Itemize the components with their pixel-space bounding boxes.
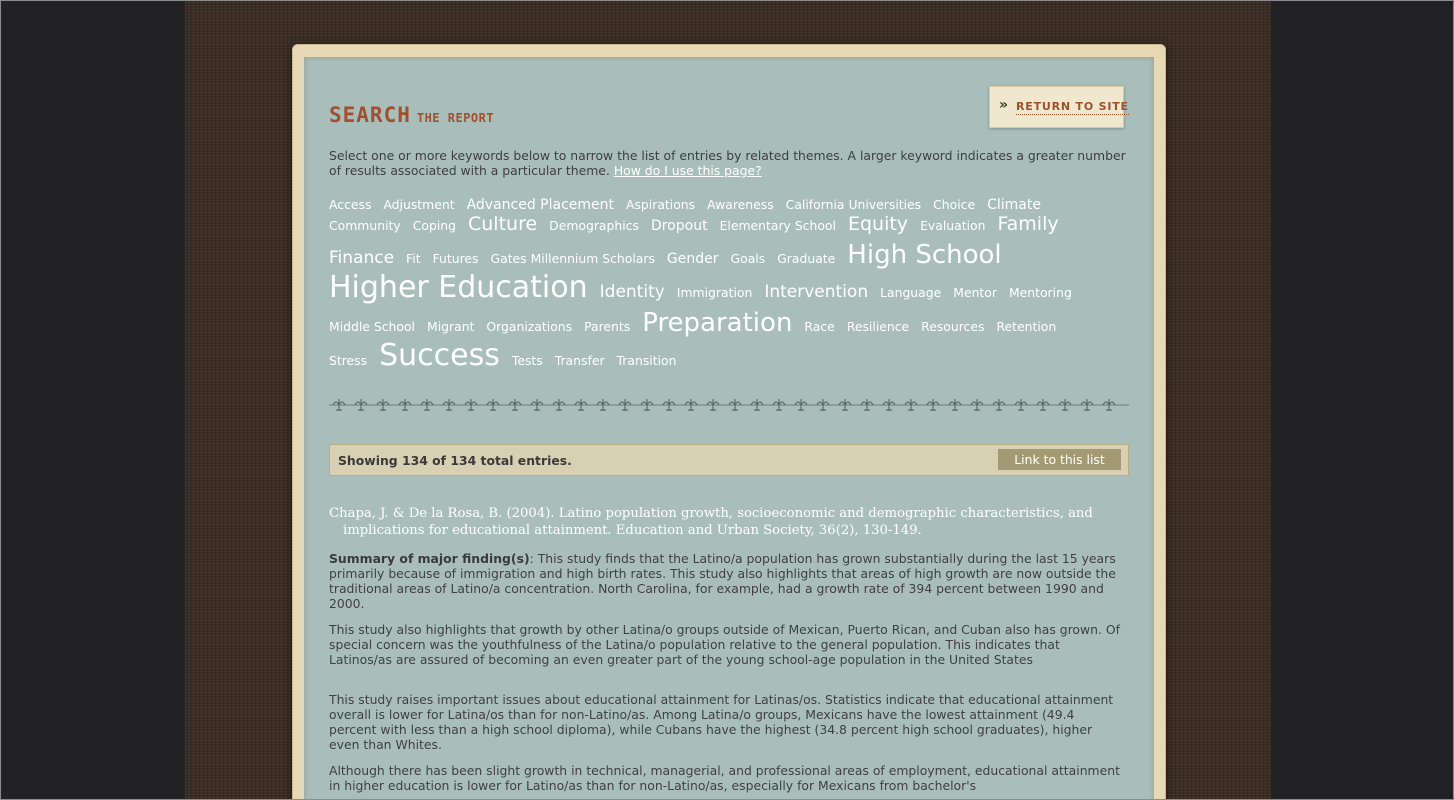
entry-citation: Chapa, J. & De la Rosa, B. (2004). Latino population growth, socioeconomic and demographic characteristics, and implications for educational attainment. Education and Urban Society, 36(2), 130-149.: [329, 506, 1093, 538]
keyword-mentor[interactable]: Mentor: [953, 285, 997, 300]
keyword-aspirations[interactable]: Aspirations: [626, 197, 696, 212]
keyword-retention[interactable]: Retention: [996, 319, 1057, 334]
intro-description: Select one or more keywords below to narrow the list of entries by related themes. A larger keyword indicates a greater number of results associated with a particular theme.: [329, 148, 1126, 178]
keyword-climate[interactable]: Climate: [987, 197, 1041, 213]
keyword-california-universities[interactable]: California Universities: [785, 197, 922, 212]
keyword-resilience[interactable]: Resilience: [846, 319, 910, 334]
keyword-dropout[interactable]: Dropout: [650, 218, 708, 234]
keyword-gender[interactable]: Gender: [666, 251, 719, 267]
keyword-middle-school[interactable]: Middle School: [329, 319, 416, 334]
keyword-transfer[interactable]: Transfer: [554, 353, 605, 368]
keyword-row-3: [329, 240, 1014, 270]
keyword-preparation[interactable]: Preparation: [642, 308, 793, 338]
keyword-row-1: [329, 194, 1053, 213]
entry-paragraph-3: This study raises important issues about educational attainment for Latinas/os. Statistics indicate that educational attainment overall is lower for Latina/os than for non-Latino/as. Among Latina/o groups, Mexicans have the lowest attainment (49.4 percent with less than a high school diploma), while Cubans have the highest (34.8 percent high school graduates), higher even than Whites.: [329, 692, 1114, 752]
keyword-access[interactable]: Access: [329, 197, 372, 212]
link-to-list-button[interactable]: Link to this list: [998, 449, 1121, 470]
keyword-stress[interactable]: Stress: [329, 353, 368, 368]
keyword-goals[interactable]: Goals: [730, 251, 766, 266]
keyword-row-6: [329, 338, 688, 373]
title-the-report: THE REPORT: [416, 111, 495, 125]
entry-summary-paragraph: [329, 551, 1124, 611]
entry-paragraph-4: Although there has been slight growth in technical, managerial, and professional areas of employment, educational attainment in higher education is lower for Latino/as than for non-Latino/as, especially for Mexicans from bachelor's: [329, 763, 1120, 793]
keyword-intervention[interactable]: Intervention: [764, 282, 869, 302]
keyword-finance[interactable]: Finance: [329, 248, 395, 268]
keyword-migrant[interactable]: Migrant: [427, 319, 475, 334]
keyword-demographics[interactable]: Demographics: [549, 218, 639, 233]
keyword-row-4: [329, 270, 1084, 305]
keyword-row-2: [329, 213, 1071, 235]
keyword-high-school[interactable]: High School: [847, 240, 1002, 270]
keyword-adjustment[interactable]: Adjustment: [383, 197, 455, 212]
keyword-culture[interactable]: Culture: [467, 213, 538, 235]
keyword-parents[interactable]: Parents: [584, 319, 631, 334]
keyword-community[interactable]: Community: [329, 218, 401, 233]
keyword-resources[interactable]: Resources: [921, 319, 985, 334]
help-link[interactable]: How do I use this page?: [613, 163, 762, 178]
keyword-identity[interactable]: Identity: [599, 282, 665, 302]
summary-text: : This study finds that the Latino/a population has grown substantially during the last 15 years primarily because of immigration and high birth rates. This study also highlights that areas of high growth are now outside the traditional areas of Latino/a concentration. North Carolina, for example, had a growth rate of 394 percent between 1990 and 2000.: [329, 551, 1116, 611]
double-chevron-right-icon: »: [999, 97, 1009, 113]
keyword-gates-millennium-scholars[interactable]: Gates Millennium Scholars: [490, 251, 655, 266]
keyword-graduate[interactable]: Graduate: [777, 251, 836, 266]
keyword-futures[interactable]: Futures: [432, 251, 479, 266]
keyword-higher-education[interactable]: Higher Education: [329, 270, 588, 305]
title-search: SEARCH: [329, 103, 411, 127]
keyword-transition[interactable]: Transition: [616, 353, 677, 368]
keyword-choice[interactable]: Choice: [933, 197, 976, 212]
keyword-family[interactable]: Family: [997, 213, 1059, 235]
page-title: [329, 103, 494, 127]
keyword-fit[interactable]: Fit: [406, 251, 421, 266]
keyword-language[interactable]: Language: [880, 285, 942, 300]
return-to-site-label: RETURN TO SITE: [1016, 100, 1129, 113]
entry-paragraph-2: This study also highlights that growth by other Latina/o groups outside of Mexican, Puerto Rican, and Cuban also has grown. Of special concern was the youthfulness of the Latina/o population relative to the general population. This indicates that Latinos/as are assured of becoming an even greater part of the young school-age population in the United States: [329, 622, 1120, 667]
results-count: Showing 134 of 134 total entries.: [338, 453, 572, 468]
keyword-organizations[interactable]: Organizations: [486, 319, 573, 334]
summary-label: Summary of major finding(s): [329, 551, 530, 566]
keyword-immigration[interactable]: Immigration: [676, 285, 753, 300]
return-to-site-button[interactable]: [989, 86, 1129, 128]
keyword-evaluation[interactable]: Evaluation: [920, 218, 986, 233]
keyword-race[interactable]: Race: [804, 319, 835, 334]
keyword-elementary-school[interactable]: Elementary School: [719, 218, 836, 233]
keyword-mentoring[interactable]: Mentoring: [1008, 285, 1072, 300]
keyword-tests[interactable]: Tests: [511, 353, 543, 368]
intro-text: [329, 148, 1129, 178]
keyword-advanced-placement[interactable]: Advanced Placement: [466, 197, 614, 213]
results-status-bar: [329, 444, 1129, 476]
keyword-row-5: [329, 308, 1068, 338]
keyword-coping[interactable]: Coping: [412, 218, 456, 233]
ornamental-divider: [329, 396, 1129, 414]
keyword-awareness[interactable]: Awareness: [707, 197, 774, 212]
keyword-equity[interactable]: Equity: [847, 213, 909, 235]
keyword-success[interactable]: Success: [379, 338, 500, 373]
